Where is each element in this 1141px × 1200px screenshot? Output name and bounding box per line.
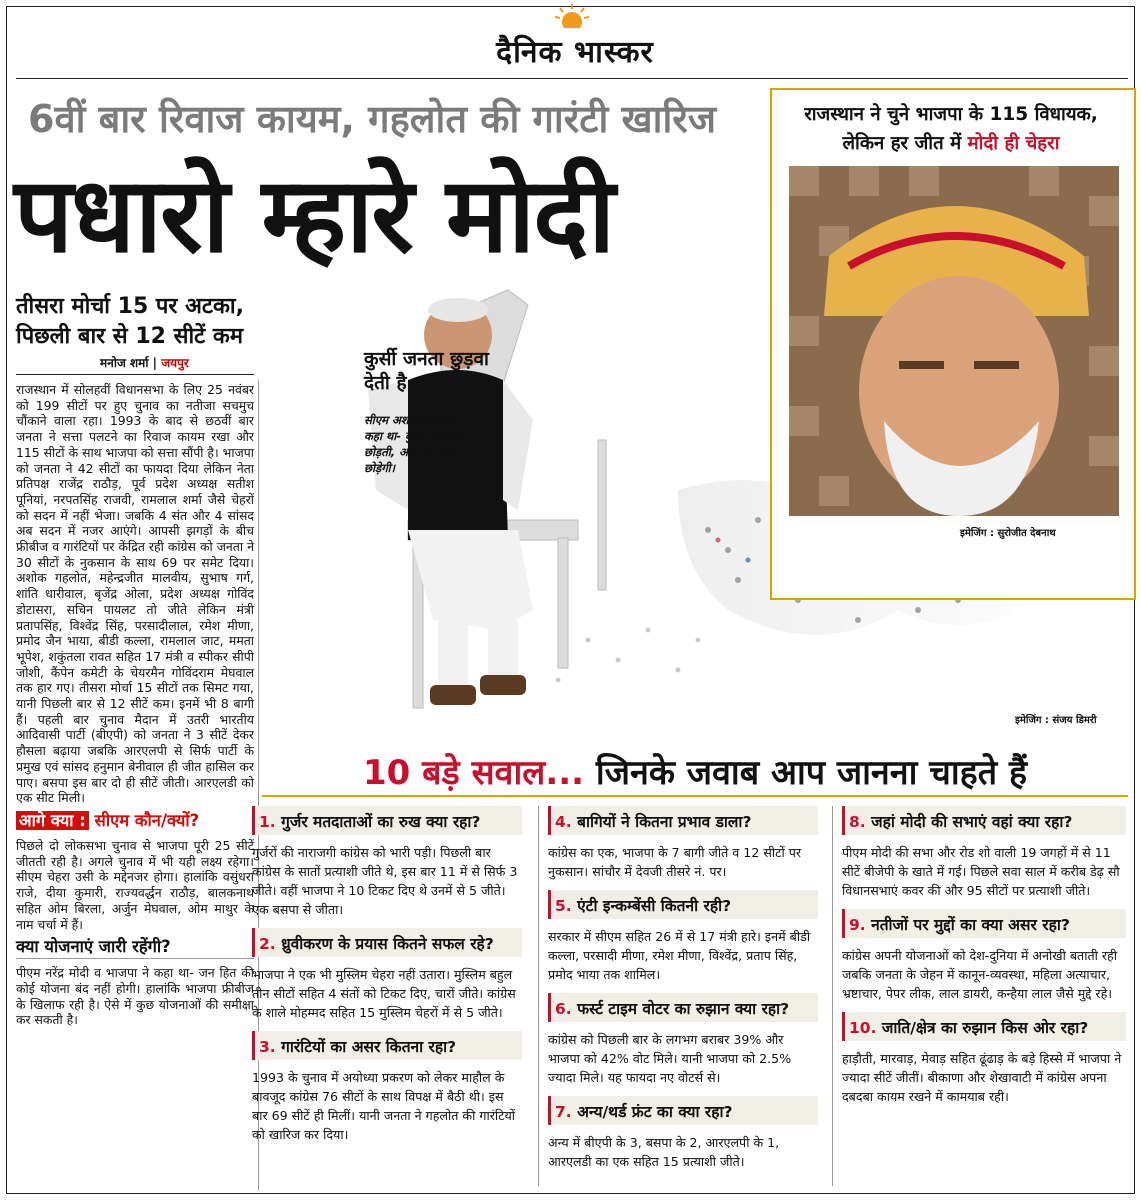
question-5-heading: 5. एंटी इन्कम्बेंसी कितनी रही? <box>548 890 818 919</box>
questions-column-1 <box>252 806 522 1153</box>
question-5-answer: सरकार में सीएम सहित 26 में से 17 मंत्री हारे। इनमें बीडी कल्ला, परसादी मीणा, रमेश मीणा, विश्वेंद्र, प्रताप सिंह, प्रमोद भाया तक शामिल। <box>548 929 811 982</box>
sidebar-what-next-heading <box>16 810 254 832</box>
subhead-line-1: तीसरा मोर्चा 15 पर अटका, <box>16 294 244 319</box>
byline: मनोज शर्मा | जयपुर <box>100 356 189 370</box>
question-8-answer: पीएम मोदी की सभा और रोड शो वाली 19 जगहों में से 11 सीटें बीजेपी के खाते में गई। पिछले सवा साल में करीब डेढ़ सौ विधानसभाएं कवर की और 95 सीटों पर प्रत्याशी जीते। <box>842 845 1120 898</box>
question-7-heading: 7. अन्य/थर्ड फ्रंट का क्या रहा? <box>548 1096 818 1125</box>
question-6-heading: 6. फर्स्ट टाइम वोटर का रुझान क्या रहा? <box>548 993 818 1022</box>
modi-box-line-2 <box>772 129 1130 158</box>
question-10-heading: 10. जाति/क्षेत्र का रुझान किस ओर रहा? <box>842 1012 1126 1041</box>
question-6-answer: कांग्रेस को पिछली बार के लगभग बराबर 39% और भाजपा को 42% वोट मिले। यानी भाजपा को 2.5% ज्यादा मिले। यह फायदा नए वोटर्स से। <box>548 1032 792 1085</box>
questions-title-rest: जिनके जवाब आप जानना चाहते हैं <box>595 753 1027 793</box>
modi-image-credit: इमेजिंग : सुरोजीत देबनाथ <box>960 528 1056 539</box>
question-9-answer: कांग्रेस अपनी योजनाओं को देश-दुनिया में अनोखी बताती रही जबकि जनता के जेहन में कानून-व्यवस्था, महिला अत्याचार, भ्रष्टाचार, पेपर लीक, लाल डायरी, कन्हैया लाल जैसे मुद्दे रहे। <box>842 948 1118 1001</box>
questions-title <box>260 748 1130 794</box>
quote-body: सीएम अशोक गहलोत ने कहा था- कुर्सी मुझे नहीं छोड़ती, आगे भी नहीं छोड़ेगी। <box>364 413 465 475</box>
subhead-line-2: पिछली बार से 12 सीटें कम <box>16 324 243 349</box>
sidebar-schemes-heading: क्या योजनाएं जारी रहेंगी? <box>16 936 254 959</box>
question-3-answer: 1993 के चुनाव में अयोध्या प्रकरण को लेकर माहौल के बावजूद कांग्रेस 76 सीटों के साथ विपक्ष में बैठी थी। इस बार 69 सीटें ही मिलीं। यानी जनता ने गहलोत की गारंटियों को खारिज कर दिया। <box>252 1070 516 1142</box>
question-2-answer: भाजपा ने एक भी मुस्लिम चेहरा नहीं उतारा। मुस्लिम बहुल तीन सीटों सहित 4 संतों को टिकट दिए, चारों जीते। कांग्रेस के शाले मोहम्मद सहित 15 मुस्लिम चेहरों में से 5 जीते। <box>252 967 516 1020</box>
sun-logo-icon <box>555 4 589 28</box>
questions-divider-2 <box>832 806 833 1186</box>
sidebar-what-next-text: पिछले दो लोकसभा चुनाव से भाजपा पूरी 25 सीटें जीतती रही है। अगले चुनाव में भी यही लक्ष्य रहेगा। सीएम चेहरा उसी के मद्देनजर होगा। हालांकि वसुंधरा राजे, दीया कुमारी, राज्यवर्द्धन राठौड़, बालकनाथ सहित ओम बिरला, अर्जुन मेघवाल, ओम माथुर के नाम चर्चा में हैं। <box>16 837 254 932</box>
question-4-heading: 4. बागियों ने कितना प्रभाव डाला? <box>548 806 818 835</box>
question-2-heading: 2. ध्रुवीकरण के प्रयास कितने सफल रहे? <box>252 928 522 957</box>
hero-image-credit: इमेजिंग : संजय डिमरी <box>1015 715 1097 726</box>
questions-title-red: 10 बड़े सवाल... <box>362 753 585 793</box>
masthead-rule <box>16 78 1128 79</box>
kicker-headline: 6वीं बार रिवाज कायम, गहलोत की गारंटी खारिज <box>28 97 717 141</box>
byline-author: मनोज शर्मा <box>100 356 149 370</box>
question-1-answer: गुर्जरों की नाराजगी कांग्रेस को भारी पड़ी। पिछली बार कांग्रेस के सातों प्रत्याशी जीते थे, इस बार 11 में से सिर्फ 3 जीते। वहीं भाजपा ने 10 टिकट दिए थे उनमें से 5 जीते। एक बसपा से जीता। <box>252 845 518 917</box>
questions-title-rule <box>262 795 1128 797</box>
masthead-title: दैनिक भास्कर <box>496 35 654 70</box>
question-4-answer: कांग्रेस का एक, भाजपा के 7 बागी जीते व 12 सीटों पर नुकसान। सांचौर में देवजी तीसरे नं. पर। <box>548 845 802 879</box>
byline-place: जयपुर <box>161 356 189 370</box>
questions-column-2 <box>548 806 818 1180</box>
question-9-heading: 9. नतीजों पर मुद्दों का क्या असर रहा? <box>842 909 1126 938</box>
main-story-text: राजस्थान में सोलहवीं विधानसभा के लिए 25 नवंबर को 199 सीटों पर हुए चुनाव का नतीजा सचमुच चौंकाने वाला रहा। 1993 के बाद से छठवीं बार जनता ने सत्ता पलटने का रिवाज कायम रखा और 115 सीटों के साथ भाजपा को सत्ता सौंपी है। भाजपा को जनता ने 42 सीटों का फायदा दिया लेकिन नेता प्रतिपक्ष राजेंद्र राठौड़, पूर्व प्रदेश अध्यक्ष सतीश पूनियां, नरपतसिंह राजवी, रामलाल शर्मा जैसे चेहरों को सदन में नहीं भेजा। जबकि 4 संत और 4 सांसद अब सदन में नजर आएंगे। आपसी झगड़ों के बीच फ्रीबीज व गारंटियों पर केंद्रित रही कांग्रेस को जनता ने 30 सीटों के नुकसान के साथ 69 पर समेट दिया। अशोक गहलोत, महेन्द्रजीत मालवीय, सुभाष गर्ग, शांति धारीवाल, बृजेंद्र ओला, प्रदेश अध्यक्ष गोविंद डोटासरा, सचिन पायलट तो जीते लेकिन मंत्री प्रतापसिंह, विश्वेंद्र सिंह, परसादीलाल, रमेश मीणा, प्रमोद जैन भाया, बीडी कल्ला, रामलाल जाट, ममता भूपेश, शकुंतला रावत सहित 17 मंत्री व स्पीकर सीपी जोशी, कैंपेन कमेटी के चेयरमैन गोविंदराम मेघवाल तक हार गए। तीसरा मोर्चा 15 सीटों तक सिमट गया, यानी पिछली बार से 12 सीटें कम। इनमें भी 8 बागी हैं। पहली बार चुनाव मैदान में उतरी भारतीय आदिवासी पार्टी (बीएपी) को जनता ने 3 सीटें देकर हौसला बढ़ाया जबकि आरएलपी से सिर्फ पार्टी के प्रमुख एवं सांसद हनुमान बेनीवाल ही जीत हासिल कर पाए। बसपा इस बार दो ही सीटें जीती। आरएलडी को एक सीट मिली। <box>16 382 254 806</box>
question-7-answer: अन्य में बीएपी के 3, बसपा के 2, आरएलपी के 1, आरएलडी का एक सहित 15 प्रत्याशी जीते। <box>548 1135 780 1169</box>
quote-title: कुर्सी जनता छुड़वा देती है <box>364 348 489 394</box>
sidebar-schemes-text: पीएम नरेंद्र मोदी व भाजपा ने कहा था- जन हित की कोई योजना बंद नहीं होगी। हालांकि भाजपा फ्रीबीज के खिलाफ रही है। ऐसे में कुछ योजनाओं की समीक्षा कर सकती है। <box>16 965 254 1028</box>
question-8-heading: 8. जहां मोदी की सभाएं वहां क्या रहा? <box>842 806 1126 835</box>
modi-box-line-1: राजस्थान ने चुने भाजपा के 115 विधायक, <box>804 104 1098 125</box>
sidebar-what-next-title: सीएम कौन/क्यों? <box>94 810 200 830</box>
question-3-heading: 3. गारंटियों का असर कितना रहा? <box>252 1031 522 1060</box>
modi-box-line-2-highlight: मोदी ही चेहरा <box>967 133 1060 154</box>
question-10-answer: हाड़ौती, मारवाड़, मेवाड़ सहित ढूंढाड़ के बड़े हिस्से में भाजपा ने ज्यादा सीटें जीतीं। बीकाणा और शेखावाटी में कांग्रेस अपना दबदबा कायम रखने में कामयाब रही। <box>842 1051 1122 1104</box>
modi-box-line-2-prefix: लेकिन हर जीत में <box>842 133 962 154</box>
modi-box-heading <box>772 100 1130 158</box>
sidebar-what-next-label: आगे क्या : <box>16 811 89 830</box>
main-headline: पधारो म्हारे मोदी <box>14 154 614 276</box>
question-1-heading: 1. गुर्जर मतदाताओं का रुख क्या रहा? <box>252 806 522 835</box>
byline-rule <box>16 374 254 375</box>
modi-mosaic-portrait <box>789 166 1119 516</box>
left-column <box>16 382 254 1028</box>
questions-column-3 <box>842 806 1126 1115</box>
questions-divider-1 <box>538 806 539 1186</box>
